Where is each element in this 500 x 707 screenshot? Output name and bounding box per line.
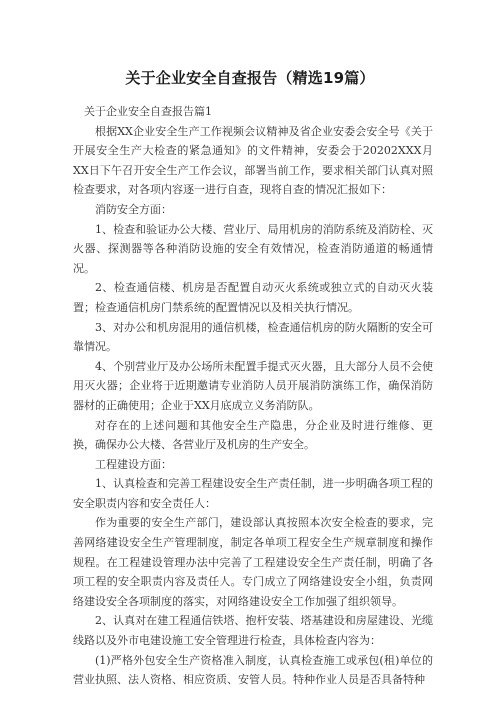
fire-safety-heading: 消防安全方面： <box>95 202 172 216</box>
construction-item-1: 1、认真检查和完善工程建设安全生产责任制，进一步明确各项工程的安全职责内容和安全责任人： <box>73 477 433 510</box>
construction-item-2: 2、认真对在建工程通信铁塔、抱杆安装、塔基建设和房屋建设、光缆线路以及外市电建设施工安全管理进行检查，具体检查内容为： <box>73 614 433 648</box>
section-heading: 关于企业安全自查报告篇1 <box>84 105 212 118</box>
document-title: 关于企业安全自查报告（精选19篇） <box>125 69 375 87</box>
construction-heading: 工程建设方面： <box>95 457 172 471</box>
fire-safety-item-4: 4、个别营业厅及办公场所未配置手提式灭火器，且大部分人员不会使用灭火器；企业将于近期邀请专业消防人员开展消防演练工作，确保消防器材的正确使用；企业于XX月底成立义务消防队。 <box>73 359 433 412</box>
fire-safety-item-1: 1、检查和验证办公大楼、营业厅、局用机房的消防系统及消防栓、灭火器、探测器等各种消防设施的安全有效情况，检查消防通道的畅通情况。 <box>73 222 433 275</box>
fire-safety-item-3: 3、对办公和机房混用的通信机楼，检查通信机房的防火隔断的安全可靠情况。 <box>73 320 433 354</box>
intro-paragraph: 根据XX企业安全生产工作视频会议精神及省企业安委会安全号《关于开展安全生产大检查的紧急通知》的文件精神，安委会于20202XXX月XX日下午召开安全生产工作会议，部署当前工作，要求相关部门认真对照检查要求，对各项内容逐一进行自查，现将自查的情况汇报如下： <box>73 124 433 197</box>
fire-safety-item-2: 2、检查通信楼、机房是否配置自动灭火系统或独立式的自动灭火装置；检查通信机房门禁系统的配置情况以及相关执行情况。 <box>73 281 433 314</box>
fire-safety-summary: 对存在的上述问题和其他安全生产隐患，分企业及时进行维修、更换，确保办公大楼、各营业厅及机房的生产安全。 <box>73 418 433 452</box>
construction-item-1-detail: 作为重要的安全生产部门，建设部认真按照本次安全检查的要求，完善网络建设安全生产管理制度，制定各单项工程安全生产规章制度和操作规程。在工程建设管理办法中完善了工程建设安全生产责任制，明确了各项工程的安全职责内容及责任人。专门成立了网络建设安全小组，负责网络建设安全各项制度的落实，对网络建设安全工作加强了组织领导。 <box>73 516 433 608</box>
construction-item-2-sub-1: (1)严格外包安全生产资格准入制度，认真检查施工或承包(租)单位的营业执照、法人资格、相应资质、安管人员。特种作业人员是否具备特种 <box>73 653 433 687</box>
document-body <box>73 102 433 690</box>
